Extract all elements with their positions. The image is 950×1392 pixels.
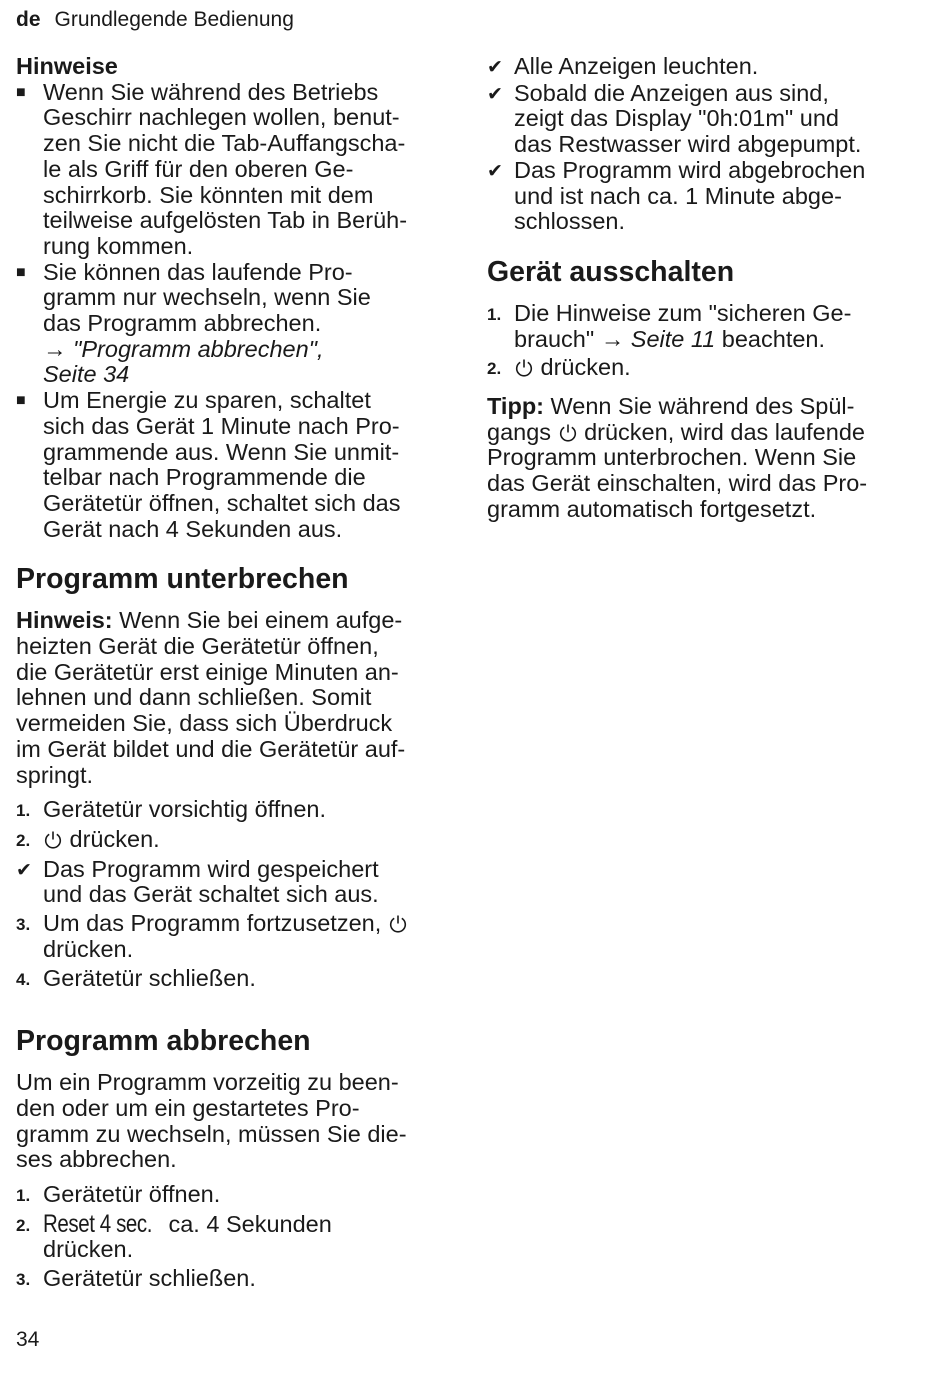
text-line: das Programm abbrechen. <box>43 310 322 337</box>
text-line: beachten. <box>715 325 826 352</box>
list-item <box>16 966 446 993</box>
text-line: sich das Gerät 1 Minute nach Pro- <box>43 412 400 439</box>
step-number: 3. <box>16 915 31 935</box>
step-number: 3. <box>16 1270 31 1290</box>
list-item <box>16 388 446 542</box>
step-text: drücken. <box>63 825 160 852</box>
step-number: 2. <box>16 1215 31 1235</box>
text-line: schlossen. <box>514 208 626 235</box>
step-number: 1. <box>487 304 502 324</box>
step-text: Um das Programm fortzusetzen, <box>43 910 388 937</box>
list-item <box>16 1266 446 1293</box>
text-line: Sobald die Anzeigen aus sind, <box>514 79 829 106</box>
bullet-icon: ■ <box>16 392 26 410</box>
tipp-label: Tipp: <box>487 393 544 420</box>
text-line: Um ein Programm vorzeitig zu been- <box>16 1069 399 1096</box>
page-number: 34 <box>16 1328 40 1351</box>
hinweis-label: Hinweis: <box>16 607 113 634</box>
check-icon: ✔ <box>487 83 503 105</box>
text-line: le als Griff für den oberen Ge- <box>43 155 354 182</box>
section-title-ausschalten: Gerät ausschalten <box>487 255 735 288</box>
step-list-abbrechen <box>16 1182 446 1293</box>
list-item <box>16 911 446 962</box>
list-item <box>16 1209 446 1263</box>
list-item <box>16 80 446 260</box>
right-column <box>487 54 927 523</box>
text-line: und das Gerät schaltet sich aus. <box>43 881 379 908</box>
reset-button-label: Reset 4 sec. <box>43 1209 153 1238</box>
text-line: drücken. <box>43 935 134 962</box>
text-line: zeigt das Display "0h:01m" und <box>514 105 839 132</box>
list-item <box>16 857 446 908</box>
list-item <box>487 54 927 81</box>
bullet-icon: ■ <box>16 263 26 281</box>
text-line: teilweise aufgelösten Tab in Berüh- <box>43 207 408 234</box>
text-line: das Gerät einschalten, wird das Pro- <box>487 470 868 497</box>
language-code: de <box>16 8 41 31</box>
cross-reference-page[interactable]: Seite 34 <box>43 361 130 388</box>
text-line: den oder um ein gestartetes Pro- <box>16 1094 360 1121</box>
text-line: vermeiden Sie, dass sich Überdruck <box>16 710 393 737</box>
text-line: drücken. <box>43 1236 134 1263</box>
tipp-paragraph <box>487 394 927 523</box>
power-icon <box>43 830 63 850</box>
power-icon <box>388 914 408 934</box>
text-line: schirrkorb. Sie könnten mit dem <box>43 181 374 208</box>
text-line: Gerät nach 4 Sekunden aus. <box>43 515 343 542</box>
left-column <box>16 54 446 1293</box>
section-title-abbrechen: Programm abbrechen <box>16 1025 311 1058</box>
check-icon: ✔ <box>487 160 503 182</box>
text-line: Die Hinweise zum "sicheren Ge- <box>514 299 852 326</box>
step-text: Gerätetür vorsichtig öffnen. <box>43 796 327 823</box>
list-item <box>487 81 927 158</box>
step-list-unterbrechen <box>16 797 446 992</box>
step-list-ausschalten <box>487 301 927 382</box>
text-line: Programm unterbrochen. Wenn Sie <box>487 444 857 471</box>
text-line: zen Sie nicht die Tab-Auffangscha- <box>43 130 406 157</box>
text-line: die Gerätetür erst einige Minuten an- <box>16 658 399 685</box>
power-icon <box>558 423 578 443</box>
step-number: 2. <box>487 359 502 379</box>
list-item <box>487 355 927 382</box>
text-line: gramm nur wechseln, wenn Sie <box>43 284 371 311</box>
list-item <box>487 301 927 352</box>
hinweise-title: Hinweise <box>16 53 118 79</box>
bullet-icon: ■ <box>16 83 26 101</box>
text-line: gangs <box>487 418 558 445</box>
step-text: drücken. <box>534 354 631 381</box>
abbrechen-paragraph <box>16 1070 446 1173</box>
cross-reference-link[interactable]: → "Programm abbrechen", <box>43 335 324 362</box>
step-text: Gerätetür öffnen. <box>43 1181 221 1208</box>
text-line: Um Energie zu sparen, schaltet <box>43 387 371 414</box>
text-line: im Gerät bildet und die Gerätetür auf- <box>16 735 406 762</box>
text-line: lehnen und dann schließen. Somit <box>16 684 372 711</box>
text-line: das Restwasser wird abgepumpt. <box>514 131 862 158</box>
hinweis-paragraph <box>16 608 446 788</box>
text-line: heizten Gerät die Gerätetür öffnen, <box>16 633 379 660</box>
text-line: und ist nach ca. 1 Minute abge- <box>514 182 842 209</box>
step-number: 2. <box>16 830 31 850</box>
text-line: Das Programm wird gespeichert <box>43 855 379 882</box>
text-line: gramm zu wechseln, müssen Sie die- <box>16 1120 407 1147</box>
text-line: springt. <box>16 761 94 788</box>
list-item <box>16 797 446 824</box>
list-item <box>16 827 446 854</box>
page-header <box>16 8 294 32</box>
text-line: Wenn Sie während des Betriebs <box>43 78 379 105</box>
text-line: ses abbrechen. <box>16 1146 177 1173</box>
step-text: ca. 4 Sekunden <box>161 1210 332 1237</box>
section-title-unterbrechen: Programm unterbrechen <box>16 563 349 596</box>
text-line: telbar nach Programmende die <box>43 464 366 491</box>
cross-reference-link[interactable]: Seite 11 <box>624 325 716 352</box>
text-line: Geschirr nachlegen wollen, benut- <box>43 104 400 131</box>
step-text: Gerätetür schließen. <box>43 964 256 991</box>
power-icon <box>514 358 534 378</box>
text-line: Wenn Sie bei einem aufge- <box>112 607 403 634</box>
header-title: Grundlegende Bedienung <box>54 8 294 31</box>
check-icon: ✔ <box>16 859 32 881</box>
text-line: drücken, wird das laufende <box>577 418 865 445</box>
list-item <box>487 158 927 235</box>
text-line: grammende aus. Wenn Sie unmit- <box>43 438 400 465</box>
text-line: gramm automatisch fortgesetzt. <box>487 495 817 522</box>
list-item <box>16 1182 446 1209</box>
text-line: Wenn Sie während des Spül- <box>544 393 855 420</box>
text-line: rung kommen. <box>43 232 194 259</box>
text-line: Alle Anzeigen leuchten. <box>514 53 759 79</box>
step-number: 1. <box>16 801 31 821</box>
list-item <box>16 260 446 389</box>
check-icon: ✔ <box>487 57 503 78</box>
text-line: Gerätetür öffnen, schaltet sich das <box>43 489 401 516</box>
text-line: brauch" <box>514 325 601 352</box>
text-line: Das Programm wird abgebrochen <box>514 156 866 183</box>
text-line: Sie können das laufende Pro- <box>43 258 353 285</box>
step-text: Gerätetür schließen. <box>43 1265 256 1292</box>
step-number: 1. <box>16 1186 31 1206</box>
arrow-icon: → <box>600 325 625 352</box>
step-number: 4. <box>16 969 31 989</box>
